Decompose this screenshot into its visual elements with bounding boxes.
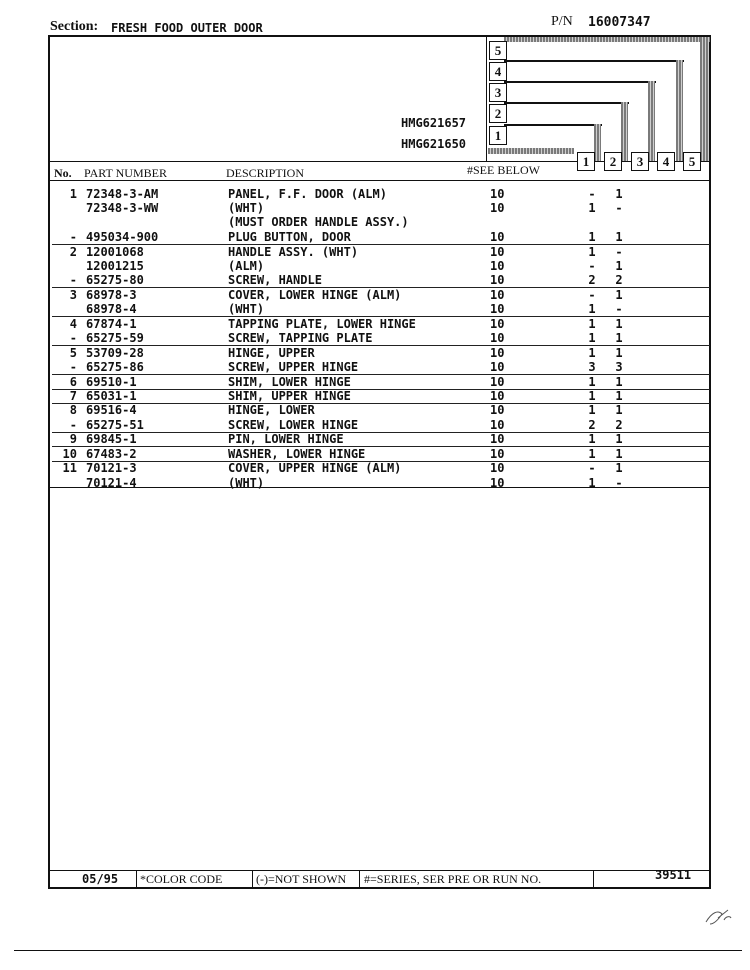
row-series: 10 [490, 447, 505, 461]
row-part-number: 65031-1 [86, 389, 137, 403]
row-series: 10 [490, 187, 505, 201]
row-series: 10 [490, 245, 505, 259]
row-part-number: 69845-1 [86, 432, 137, 446]
row-description: SCREW, HANDLE [228, 273, 322, 287]
row-series: 10 [490, 259, 505, 273]
series-box-column-left [486, 37, 487, 161]
series-drop-5 [700, 37, 709, 161]
row-qty-column-1: 1 [588, 317, 596, 331]
column-header-no: No. [54, 166, 72, 180]
part-number-value: 16007347 [588, 15, 651, 30]
row-qty-column-2: 1 [615, 259, 623, 273]
row-number: 8 [69, 403, 77, 417]
row-qty-column-1: 2 [588, 418, 596, 432]
row-qty-column-1: 1 [588, 403, 596, 417]
series-box-1: 1 [489, 126, 507, 145]
row-part-number: 65275-80 [86, 273, 144, 287]
series-box-4: 4 [489, 62, 507, 81]
series-line-3 [504, 81, 656, 83]
row-series: 10 [490, 461, 505, 475]
model-name-2: HMG621650 [401, 137, 467, 151]
row-number: 3 [69, 288, 77, 302]
row-part-number: 65275-86 [86, 360, 144, 374]
series-bar-base [488, 148, 574, 154]
row-number: - [69, 273, 77, 287]
row-series: 10 [490, 403, 505, 417]
frame-right-line [709, 35, 711, 889]
row-series: 10 [490, 476, 505, 490]
row-qty-column-2: - [615, 476, 623, 490]
footer-divider-2 [252, 870, 253, 888]
row-part-number: 12001215 [86, 259, 144, 273]
row-qty-column-2: 3 [615, 360, 623, 374]
row-number: - [69, 418, 77, 432]
row-qty-column-2: 1 [615, 317, 623, 331]
footer-page-number: 39511 [655, 868, 692, 882]
row-description: (WHT) [228, 302, 265, 316]
row-part-number: 67483-2 [86, 447, 137, 461]
column-header-description: DESCRIPTION [226, 166, 305, 180]
series-drop-4 [676, 60, 683, 161]
series-bar-5 [504, 37, 710, 42]
row-description: COVER, LOWER HINGE (ALM) [228, 288, 402, 302]
row-description: WASHER, LOWER HINGE [228, 447, 366, 461]
row-part-number: 72348-3-WW [86, 201, 159, 215]
row-number: - [69, 331, 77, 345]
footer-bottom-line [48, 887, 710, 889]
footer-date: 05/95 [82, 872, 119, 886]
row-part-number: 69510-1 [86, 375, 137, 389]
row-series: 10 [490, 201, 505, 215]
column-number-3: 3 [631, 152, 649, 171]
row-part-number: 67874-1 [86, 317, 137, 331]
row-series: 10 [490, 346, 505, 360]
row-description: SHIM, UPPER HINGE [228, 389, 351, 403]
row-qty-column-1: 1 [588, 432, 596, 446]
footer-divider-4 [593, 870, 594, 888]
row-description: HINGE, UPPER [228, 346, 315, 360]
section-label: Section: [50, 19, 99, 34]
row-part-number: 68978-3 [86, 288, 137, 302]
row-description: PLUG BUTTON, DOOR [228, 230, 351, 244]
row-description: SCREW, UPPER HINGE [228, 360, 359, 374]
footer-series-note: #=SERIES, SER PRE OR RUN NO. [364, 872, 542, 886]
row-qty-column-1: 1 [588, 245, 596, 259]
row-series: 10 [490, 288, 505, 302]
row-qty-column-1: 1 [588, 389, 596, 403]
row-description: (ALM) [228, 259, 265, 273]
row-qty-column-2: 1 [615, 389, 623, 403]
row-series: 10 [490, 432, 505, 446]
series-box-3: 3 [489, 83, 507, 102]
row-qty-column-2: - [615, 201, 623, 215]
frame-left-line [48, 35, 50, 889]
footer-divider-1 [136, 870, 137, 888]
column-number-5: 5 [683, 152, 701, 171]
row-qty-column-1: 1 [588, 201, 596, 215]
row-series: 10 [490, 317, 505, 331]
row-part-number: 65275-59 [86, 331, 144, 345]
row-description: COVER, UPPER HINGE (ALM) [228, 461, 402, 475]
row-number: 9 [69, 432, 77, 446]
row-part-number: 53709-28 [86, 346, 144, 360]
footer-top-line [48, 870, 710, 871]
row-part-number: 69516-4 [86, 403, 137, 417]
series-drop-3 [648, 81, 655, 161]
row-series: 10 [490, 230, 505, 244]
series-line-1 [504, 124, 602, 126]
row-qty-column-1: 1 [588, 230, 596, 244]
row-qty-column-2: 1 [615, 187, 623, 201]
row-qty-column-2: 1 [615, 432, 623, 446]
part-number-label: P/N [551, 14, 573, 29]
footer-divider-3 [359, 870, 360, 888]
series-box-5: 5 [489, 41, 507, 60]
row-series: 10 [490, 389, 505, 403]
row-description: SCREW, LOWER HINGE [228, 418, 359, 432]
row-description: PIN, LOWER HINGE [228, 432, 344, 446]
row-qty-column-2: 1 [615, 447, 623, 461]
series-line-2 [504, 102, 629, 104]
footer-color-code: *COLOR CODE [140, 872, 223, 886]
row-description: PANEL, F.F. DOOR (ALM) [228, 187, 387, 201]
row-number: 6 [69, 375, 77, 389]
row-part-number: 495034-900 [86, 230, 159, 244]
row-qty-column-2: 1 [615, 403, 623, 417]
row-series: 10 [490, 360, 505, 374]
row-qty-column-1: 1 [588, 346, 596, 360]
row-qty-column-1: 1 [588, 375, 596, 389]
row-part-number: 70121-3 [86, 461, 137, 475]
row-number: 2 [69, 245, 77, 259]
model-name-1: HMG621657 [401, 116, 467, 130]
row-qty-column-2: 1 [615, 288, 623, 302]
row-qty-column-1: 1 [588, 331, 596, 345]
row-description: SCREW, TAPPING PLATE [228, 331, 373, 345]
row-number: 1 [69, 187, 77, 201]
row-qty-column-2: 1 [615, 230, 623, 244]
row-series: 10 [490, 302, 505, 316]
row-qty-column-1: - [588, 288, 596, 302]
column-number-1: 1 [577, 152, 595, 171]
row-number: 10 [62, 447, 77, 461]
row-number: 4 [69, 317, 77, 331]
page-bottom-rule [14, 950, 742, 951]
row-qty-column-2: 1 [615, 375, 623, 389]
row-description: TAPPING PLATE, LOWER HINGE [228, 317, 416, 331]
row-series: 10 [490, 331, 505, 345]
row-part-number: 12001068 [86, 245, 144, 259]
row-qty-column-1: 1 [588, 302, 596, 316]
row-number: - [69, 360, 77, 374]
row-series: 10 [490, 418, 505, 432]
row-qty-column-2: 2 [615, 273, 623, 287]
row-series: 10 [490, 273, 505, 287]
row-qty-column-2: 2 [615, 418, 623, 432]
row-qty-column-2: 1 [615, 331, 623, 345]
row-part-number: 70121-4 [86, 476, 137, 490]
row-qty-column-1: - [588, 187, 596, 201]
row-part-number: 68978-4 [86, 302, 137, 316]
row-qty-column-1: 3 [588, 360, 596, 374]
row-description: (WHT) [228, 476, 265, 490]
row-description: SHIM, LOWER HINGE [228, 375, 351, 389]
row-part-number: 72348-3-AM [86, 187, 159, 201]
series-drop-1 [594, 124, 601, 161]
row-qty-column-1: 2 [588, 273, 596, 287]
column-header-part-number: PART NUMBER [84, 166, 167, 180]
row-description: (WHT) [228, 201, 265, 215]
column-header-see-below: #SEE BELOW [467, 163, 540, 177]
column-number-4: 4 [657, 152, 675, 171]
row-qty-column-1: 1 [588, 476, 596, 490]
row-qty-column-2: 1 [615, 346, 623, 360]
row-part-number: 65275-51 [86, 418, 144, 432]
row-qty-column-1: - [588, 259, 596, 273]
footer-not-shown: (-)=NOT SHOWN [256, 872, 347, 886]
row-qty-column-1: - [588, 461, 596, 475]
row-qty-column-2: - [615, 245, 623, 259]
series-drop-2 [621, 102, 628, 161]
section-title: FRESH FOOD OUTER DOOR [111, 21, 263, 35]
row-description: (MUST ORDER HANDLE ASSY.) [228, 215, 409, 229]
row-series: 10 [490, 375, 505, 389]
row-number: 7 [69, 389, 77, 403]
row-number: 5 [69, 346, 77, 360]
row-qty-column-1: 1 [588, 447, 596, 461]
column-number-2: 2 [604, 152, 622, 171]
row-qty-column-2: 1 [615, 461, 623, 475]
row-description: HANDLE ASSY. (WHT) [228, 245, 359, 259]
row-number: 11 [62, 461, 77, 475]
row-number: - [69, 230, 77, 244]
row-qty-column-2: - [615, 302, 623, 316]
series-box-2: 2 [489, 104, 507, 123]
handwritten-mark [704, 906, 734, 928]
row-description: HINGE, LOWER [228, 403, 315, 417]
series-line-4 [504, 60, 684, 62]
